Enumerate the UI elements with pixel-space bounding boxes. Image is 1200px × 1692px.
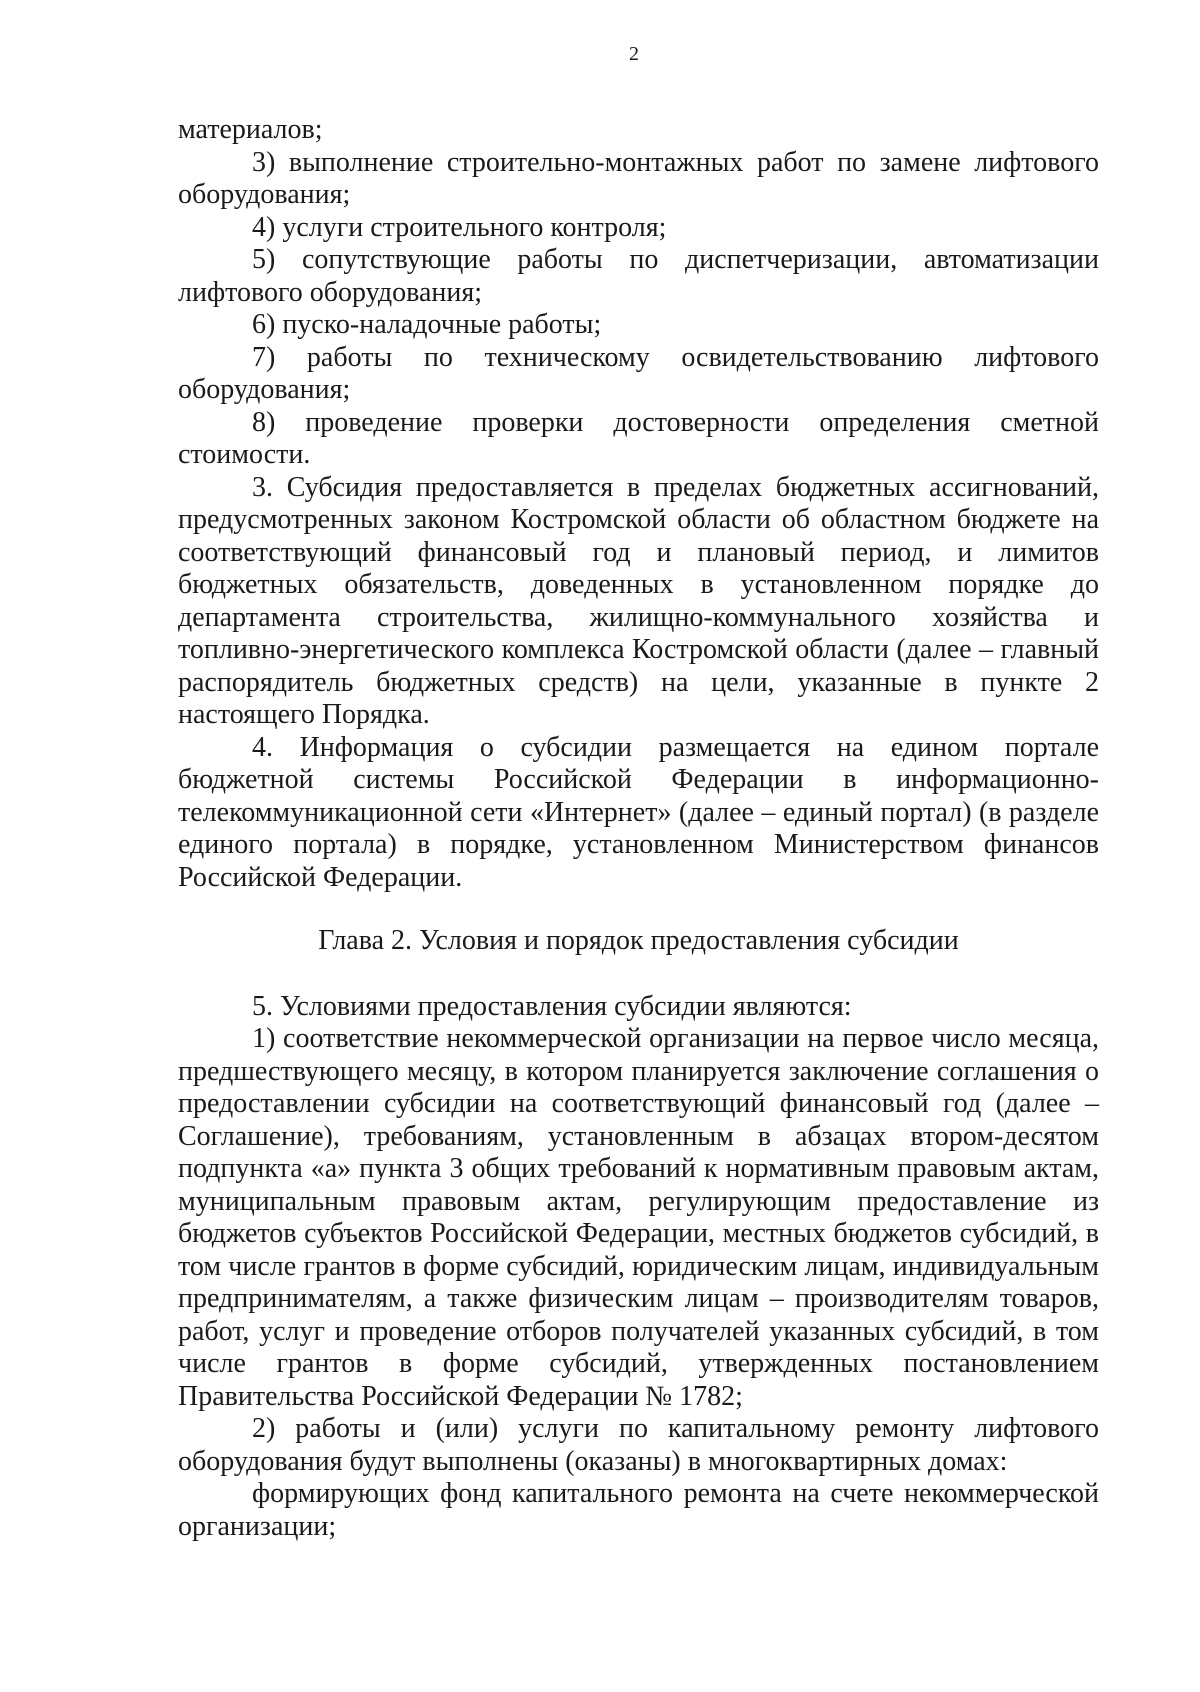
paragraph: 2) работы и (или) услуги по капитальному ремонту лифтового оборудования будут выполнены (оказаны) в многоквартирных домах: [178, 1413, 1099, 1477]
page-number: 2 [629, 43, 639, 65]
paragraph: 4. Информация о субсидии размещается на едином портале бюджетной системы Российской Федерации в информационно-телекоммуникационной сети «Интернет» (далее – единый портал) (в разделе единого портала) в порядке, установленном Министерством финансов Российской Федерации. [178, 731, 1099, 893]
paragraph: 6) пуско-наладочные работы; [252, 309, 602, 340]
paragraph: 3. Субсидия предоставляется в пределах бюджетных ассигнований, предусмотренных законом Костромской области об областном бюджете на соответствующий финансовый год и плановый период, и лимитов бюджетных обязательств, доведенных в установленном порядке до департамента строительства, жилищно-коммунального хозяйства и топливно-энергетического комплекса Костромской области (далее – главный распорядитель бюджетных средств) на цели, указанные в пункте 2 настоящего Порядка. [178, 471, 1099, 730]
paragraph: 3) выполнение строительно-монтажных работ по замене лифтового оборудования; [178, 146, 1099, 210]
document-body [178, 114, 1099, 1543]
paragraph: формирующих фонд капитального ремонта на счете некоммерческой организации; [178, 1478, 1099, 1542]
paragraph: 8) проведение проверки достоверности определения сметной стоимости. [178, 406, 1099, 470]
paragraphs-bottom [178, 991, 1099, 1544]
paragraph: 5. Условиями предоставления субсидии являются: [252, 990, 852, 1022]
paragraph: 5) сопутствующие работы по диспетчеризации, автоматизации лифтового оборудования; [178, 244, 1099, 308]
paragraph: 1) соответствие некоммерческой организации на первое число месяца, предшествующего месяцу, в котором планируется заключение соглашения о предоставлении субсидии на соответствующий финансовый год (далее – Соглашение), требованиям, установленным в абзацах втором-десятом подпункта «а» пункта 3 общих требований к нормативным правовым актам, муниципальным правовым актам, регулирующим предоставление из бюджетов субъектов Российской Федерации, местных бюджетов субсидий, в том числе грантов в форме субсидий, юридическим лицам, индивидуальным предпринимателям, а также физическим лицам – производителям товаров, работ, услуг и проведение отборов получателей указанных субсидий, в том числе грантов в форме субсидий, утвержденных постановлением Правительства Российской Федерации № 1782; [178, 1023, 1099, 1412]
chapter-heading: Глава 2. Условия и порядок предоставления субсидии [318, 925, 959, 956]
paragraphs-top [178, 114, 1099, 894]
paragraph: 4) услуги строительного контроля; [252, 211, 667, 243]
paragraph: материалов; [178, 114, 323, 145]
paragraph: 7) работы по техническому освидетельствованию лифтового оборудования; [178, 341, 1099, 405]
